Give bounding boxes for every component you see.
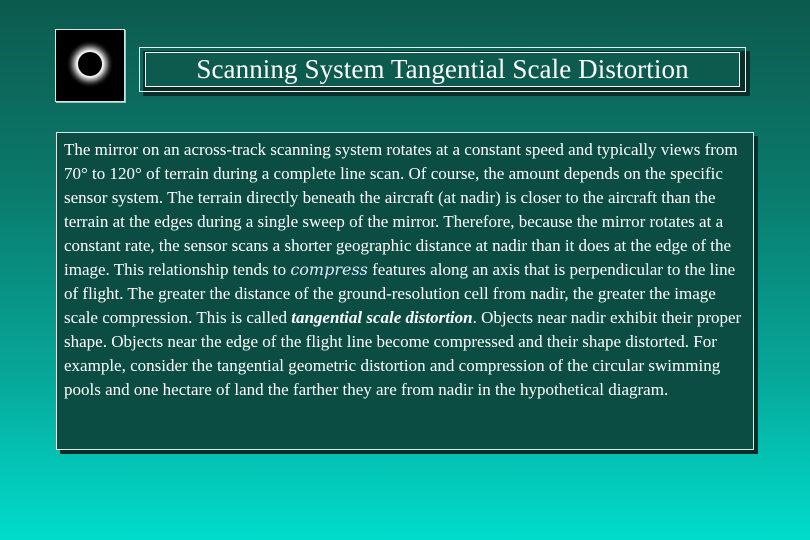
body-text-part2: features along an axis that is perpendicular to the line of flight. The greater the distance of the ground-resolution cell from nadir, the greater the image scale compression. This is called <box>64 260 736 327</box>
solar-eclipse-corona-icon <box>56 30 124 101</box>
body-text-part1: The mirror on an across-track scanning system rotates at a constant speed and typically views from 70° to 120° of terrain during a complete line scan. Of course, the amount depends on the specific sensor system. The terrain directly beneath the aircraft (at nadir) is closer to the aircraft than the terrain at the edges during a single sweep of the mirror. Therefore, because the mirror rotates at a constant rate, the sensor scans a shorter geographic distance at nadir than it does at the edge of the image. This relationship tends to <box>64 140 738 279</box>
title-frame <box>139 47 746 92</box>
body-paragraph <box>64 138 747 402</box>
page-title: Scanning System Tangential Scale Distortion <box>196 54 689 84</box>
title-panel <box>145 52 740 87</box>
emphasis-term: tangential scale distortion <box>291 308 473 327</box>
body-text-part3: . Objects near nadir exhibit their proper shape. Objects near the edge of the flight line become compressed and their shape distorted. For example, consider the tangential geometric distortion and compression of the circular swimming pools and one hectare of land the farther they are from nadir in the hypothetical diagram. <box>64 308 742 399</box>
logo <box>55 29 125 102</box>
body-panel <box>56 132 754 450</box>
emphasis-compress: compress <box>290 260 368 279</box>
